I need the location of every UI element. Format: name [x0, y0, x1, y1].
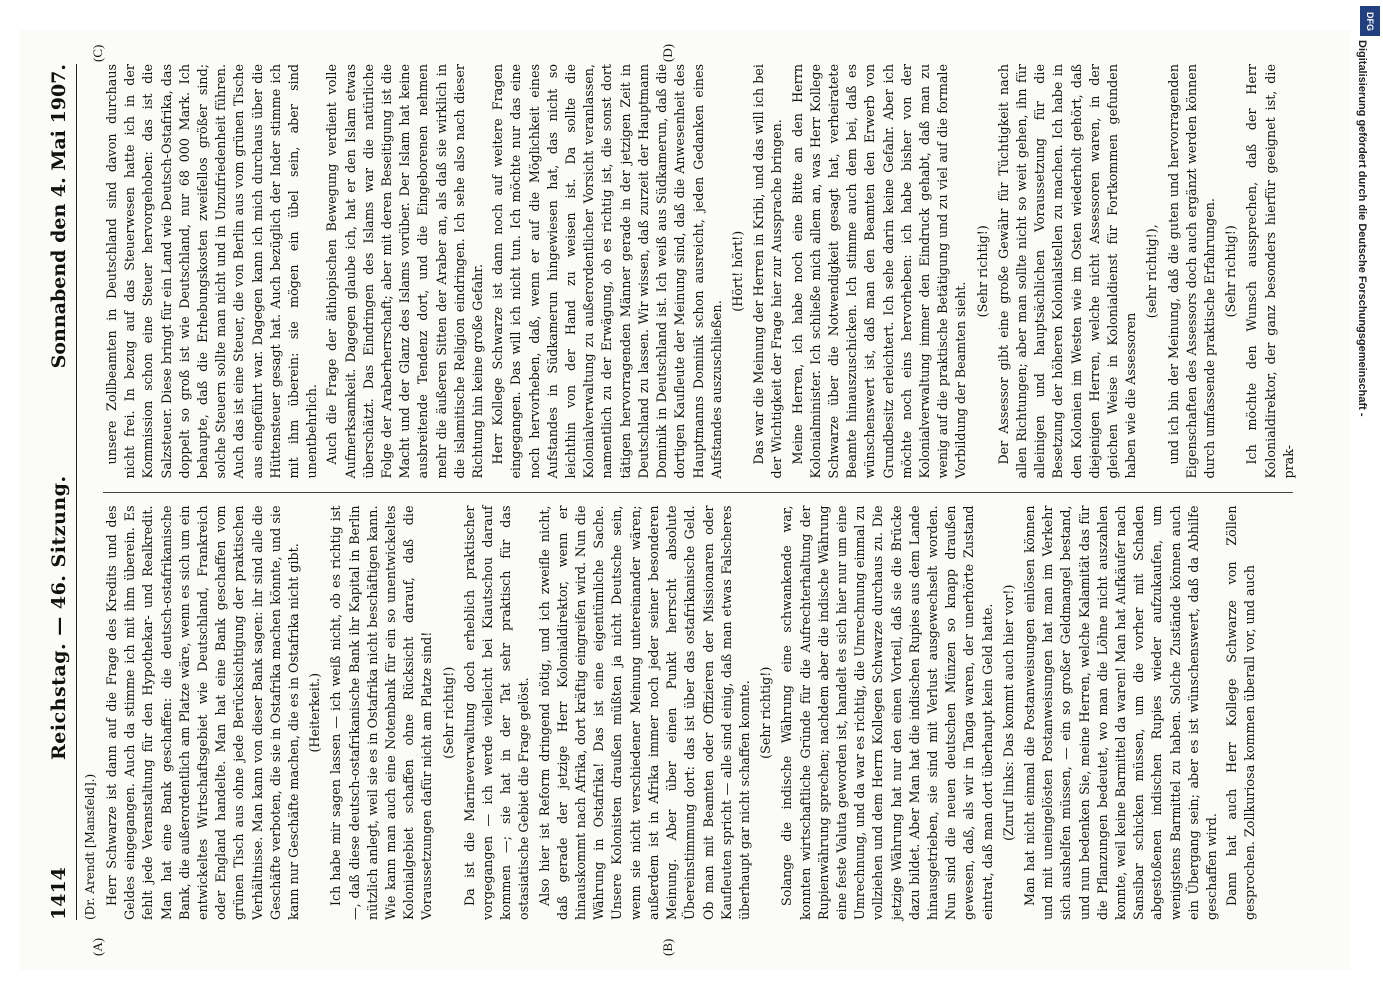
session-date: Sonnabend den 4. Mai 1907.	[48, 64, 70, 369]
paragraph: und ich bin der Meinung, daß die guten und hervorragenden Eigenschaften des Assessors doch auch ergänzt werden können durch umfassende praktische Erfahrungen.	[1165, 64, 1217, 479]
margin-marker-b: (B)	[660, 938, 675, 956]
margin-marker-d: (D)	[660, 43, 675, 62]
digitization-credit: Digitalisierung gefördert durch die Deutsche Forschungsgemeinschaft -	[1356, 40, 1368, 417]
paragraph: Also hier ist Reform dringend nötig, und ich zweifle nicht, daß gerade der jetzige Herr Kolonialdirektor, wenn er hinauskommt nach Afrika, dort kräftig eingreifen wird. Nun die Währung in Ostafrika! Das ist eine eigentümliche Sache. Unsere Kolonisten draußen müßten ja nicht Deutsche sein, wenn sie nicht verschiedener Meinung untereinander wären; außerdem ist in Afrika immer noch jeder seiner besonderen Meinung. Aber über einen Punkt herrscht absolute Übereinstimmung dort: das ist über das ostafrikanische Geld. Ob man mit Beamten oder Offizieren der Missionaren oder Kaufleuten spricht — alle sind einig, daß man etwas Falscheres überhaupt gar nicht schaffen konnte.	[536, 505, 752, 920]
document-page	[20, 30, 1350, 970]
page-header	[48, 64, 77, 920]
paragraph: Ich habe mir sagen lassen — ich weiß nicht, ob es richtig ist —, daß diese deutsch-ostafrikanische Bank ihr Kapital in Berlin nützlich anlegt, weil sie es in Ostafrika nicht beschäftigen kann. Wie kann man auch eine Notenbank für ein so unentwickeltes Kolonialgebiet schaffen ohne Rücksicht darauf, daß die Voraussetzungen dafür nicht am Platze sind!	[328, 505, 435, 920]
text-columns	[103, 64, 1296, 920]
interjection: (Sehr richtig!)	[974, 225, 990, 318]
right-column	[103, 64, 1296, 479]
paragraph: Herr Kollege Schwarze ist dann noch auf weitere Fragen eingegangen. Das will ich nicht tun. Ich möchte nur das eine noch hervorheben, daß, wenn er auf die Möglichkeit eines Aufstandes in Südkamerun hingewiesen hat, das nicht so leichthin von der Hand zu weisen ist. Da sollte die Kolonialverwaltung zu außerordentlicher Vorsicht veranlassen, namentlich zu der Erwägung, ob es richtig ist, die sonst dort tätigen hervorragenden Männer gerade in der jetzigen Zeit in Deutschland zu lassen. Wir wissen, daß zurzeit der Hauptmann Dominik in Deutschland ist. Ich weiß aus Südkamerun, daß die dortigen Kaufleute der Meinung sind, daß die Anwesenheit des Hauptmanns Dominik schon ausreicht, jeden Gedanken eines Aufstandes auszuschließen.	[490, 64, 724, 479]
speaker-line: (Dr. Arendt [Mansfeld].)	[83, 773, 97, 920]
interjection: (Hört! hört!)	[729, 230, 745, 312]
paragraph: Herr Schwarze ist dann auf die Frage des Kredits und des Geldes eingegangen. Auch da stimme ich mit ihm überein. Es fehlt jede Veranstaltung für den Hypothekar- und Realkredit. Man hat eine Bank geschaffen: die deutsch-ostafrikanische Bank, die außerordentlich am Platze wäre, wenn es sich um ein entwickeltes Wirtschaftsgebiet wie Deutschland, Frankreich oder England handelte. Man hat eine Bank geschaffen vom grünen Tisch aus ohne jede Berücksichtigung der praktischen Verhältnisse. Man kann von dieser Bank sagen: ihr sind alle die Geschäfte verboten, die sie in Ostafrika machen könnte, und sie kann nur Geschäfte machen, die es in Ostafrika nicht gibt.	[104, 505, 302, 920]
dfg-logo: DFG	[1360, 6, 1380, 36]
page-number: 1414	[48, 867, 70, 920]
paragraph: Meine Herren, ich habe noch eine Bitte an den Herrn Kolonialminister. Ich schließe mich allem an, was Herr Kollege Schwarze über die Notwendigkeit gesagt hat, verheiratete Beamte hinauszuschicken. Ich stimme auch dem bei, daß es wünschenswert ist, daß man den Beamten den Erwerb von Grundbesitz erleichtert. Ich sehe darin keine Gefahr. Aber ich möchte noch eins hervorheben: ich habe bisher von der Kolonialverwaltung immer den Eindruck gehabt, daß man zu wenig auf die praktische Betätigung und zu viel auf die formale Vorbildung der Beamten sieht.	[789, 64, 969, 479]
left-column	[103, 493, 1293, 921]
paragraph: Der Assessor gibt eine große Gewähr für Tüchtigkeit nach allen Richtungen; aber man sollte nicht so weit gehen, ihn für alleinigen und hauptsächlichen Voraussetzung für die Besetzung der höheren Kolonialstellen zu machen. Ich habe in den Kolonien im Westen wie im Osten wiederholt gehört, daß diejenigen Herren, welche nicht Assessoren waren, in der gleichen Weise in Kolonialdienst für Fortkommen gefunden haben wie die Assessoren	[995, 64, 1139, 479]
interjection: (Zuruf links: Das kommt auch hier vor!)	[1000, 584, 1016, 841]
interjection: (Sehr richtig!)	[440, 666, 456, 759]
paragraph: Das war die Meinung der Herren in Kribi, und das will ich bei der Wichtigkeit der Frage hier zur Aussprache bringen.	[751, 64, 785, 479]
paragraph: Ich möchte den Wunsch aussprechen, daß der Herr Kolonialdirektor, der ganz besonders hierfür geeignet ist, die prak-	[1244, 64, 1296, 479]
margin-marker-c: (C)	[90, 44, 105, 62]
interjection: (sehr richtig!),	[1144, 224, 1160, 319]
paragraph: Dann hat auch Herr Kollege Schwarze von Zöllen gesprochen. Zollkuriosa kommen überall vor, und auch	[1224, 505, 1258, 920]
paragraph: Auch die Frage der äthiopischen Bewegung verdient volle Aufmerksamkeit. Dagegen glaube ich, hat er den Islam etwas überschätzt. Das Eindringen des Islams war die natürliche Folge der Araberherrschaft; aber mit deren Beseitigung ist die Macht und der Glanz des Islams vorüber. Der Islam hat keine ausbreitende Tendenz dort, und die Eingeborenen nehmen mehr die äußeren Sitten der Araber an, als daß sie wirklich in die islamitische Religion eindringen. Ich sehe also nach dieser Richtung hin keine große Gefahr.	[324, 64, 486, 479]
interjection: (Heiterkeit.)	[307, 672, 323, 753]
interjection: (Sehr richtig!)	[758, 666, 774, 759]
paragraph: Solange die indische Währung eine schwankende war, konnten wirtschaftliche Gründe für die Aufrechterhaltung der Rupienwährung sprechen; nachdem aber die indische Währung eine feste Valuta geworden ist, handelt es sich hier nur um eine Umrechnung, und da war es richtig, die Umrechnung einmal zu vollziehen und dem Herrn Kollegen Schwarze durchaus zu. Die jetzige Währung hat nur den einen Vorteil, daß sie die Brücke dazu bildet. Aber Man hat die indischen Rupies aus dem Lande hinausgetrieben, sie sind mit Verlust ausgewechselt worden. Nun sind die neuen deutschen Münzen so knapp draußen gewesen, daß, als wir in Tanga waren, der unerhörte Zustand eintrat, daß man dort überhaupt kein Geld hatte.	[779, 505, 995, 920]
session-title: Reichstag. — 46. Sitzung.	[48, 475, 70, 761]
interjection: (Sehr richtig!)	[1223, 225, 1239, 318]
paragraph: Da ist die Marineverwaltung doch erheblich praktischer vorgegangen — ich werde vielleicht bei Kiautschou darauf kommen —; sie hat in der Tat sehr praktisch für das ostasiatische Gebiet die Frage gelöst.	[461, 505, 532, 920]
margin-marker-a: (A)	[90, 937, 105, 956]
paragraph: Man hat nicht einmal die Postanweisungen einlösen können und mit uneingelösten Postanweisungen hat man im Verkehr sich aushelfen müssen, — ein so großer Geldmangel bestand, und nun bedenken Sie, meine Herren, welche Kalamität das für die Pflanzungen bedeutet, wo man die Löhne nicht auszahlen konnte, weil keine Barmittel da waren! Man hat Aufkäufer nach Sansibar schicken müssen, um die vorher mit Schaden abgestoßenen indischen Rupies wieder aufzukaufen, um wenigstens Barmittel zu haben. Solche Zustände können auch ein Übergang sein; aber es ist wünschenswert, daß da Abhilfe geschaffen wird.	[1021, 505, 1219, 920]
paragraph: unsere Zollbeamten in Deutschland sind davon durchaus nicht frei. In bezug auf das Steuerwesen hatte ich in der Kommission schon eine Steuer hervorgehoben: das ist die Salzsteuer. Diese bringt für ein Land wie Deutsch-Ostafrika, das doppelt so groß ist wie Deutschland, nur 68 000 Mark. Ich behaupte, daß die Erhebungskosten zweifellos größer sind; solche Steuern sollte man nicht und in Unzufriedenheit führen. Auch das ist eine Steuer, die von Berlin aus vom grünen Tische aus eingeführt war. Dagegen kann ich mich durchaus über die Hüttensteuer gesagt hat. Auch bezüglich der Inder stimme ich mit ihm überein: sie mögen ein übel sein, aber sind unentbehrlich.	[104, 64, 320, 479]
